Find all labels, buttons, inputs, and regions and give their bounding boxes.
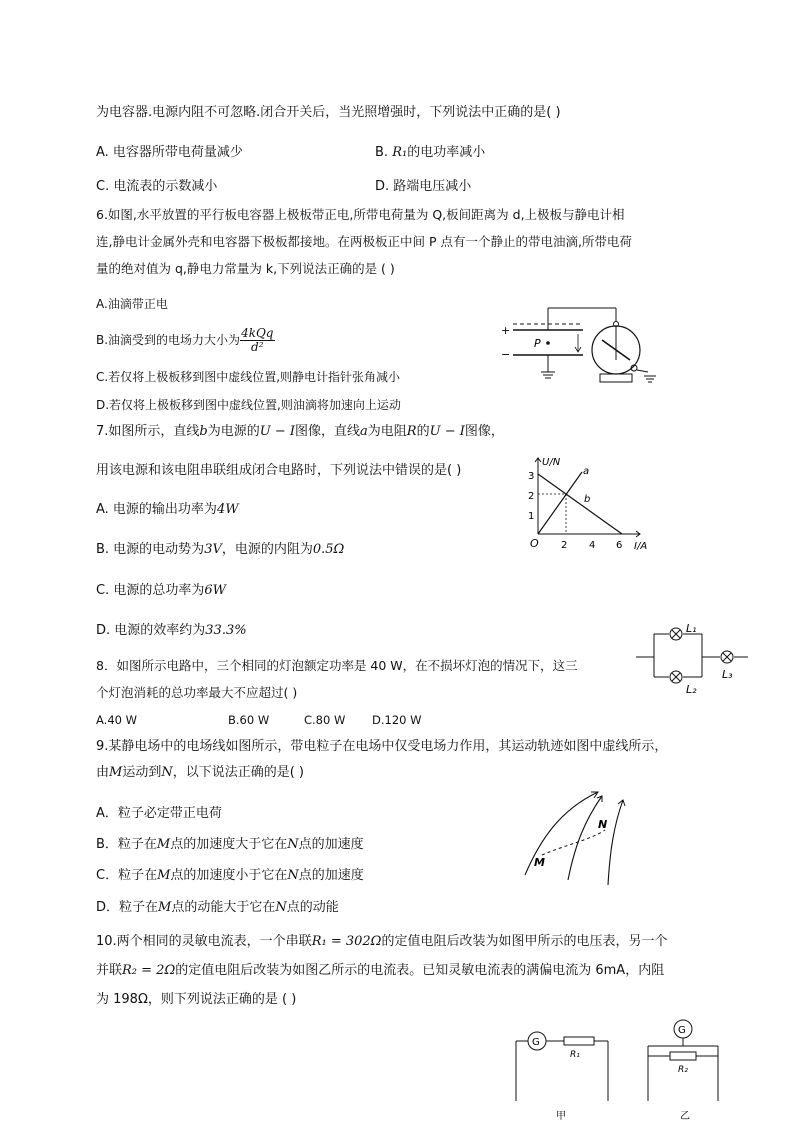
q7-graph-xtick: 2 — [561, 540, 568, 551]
q9-label-m: M — [534, 856, 545, 869]
q10-stem-line3: 为 198Ω，则下列说法正确的是 ( ) — [96, 992, 297, 1007]
q7-stem-line2: 用该电源和该电阻串联组成闭合电路时，下列说法中错误的是( ) — [96, 463, 462, 478]
q7-option-a — [96, 501, 239, 519]
q10-stem-line2 — [96, 962, 664, 980]
q8-stem-line1: 8．如图所示电路中，三个相同的灯泡额定功率是 40 W，在不损坏灯泡的情况下，这三 — [96, 658, 578, 673]
q8-option-b: B.60 W — [228, 713, 270, 727]
q10-text: 的定值电阻后改装为如图乙所示的电流表。已知灵敏电流表的满偏电流为 6mA，内阻 — [175, 963, 665, 978]
q9-var-m: M — [157, 868, 171, 883]
q7-option-b-text: B. 电源的电动势为 — [96, 542, 205, 557]
q9-text: C．粒子在 — [96, 868, 158, 883]
q9-field-lines-figure — [520, 790, 640, 890]
q6-stem-line2: 连,静电计金属外壳和电容器下极板都接地。在两极板正中间 P 点有一个静止的带电油滴,所带电荷 — [96, 234, 632, 249]
q6-stem-line1: 6.如图,水平放置的平行板电容器上极板带正电,所带电荷量为 Q,板间距离为 d,上极板与静电计相 — [96, 207, 625, 222]
q6-option-c: C.若仅将上极板移到图中虚线位置,则静电计指针张角减小 — [96, 370, 401, 384]
q10-g-label: G — [532, 1037, 540, 1048]
q10-g-label: G — [678, 1025, 686, 1036]
q10-r2-label: R₂ — [678, 1065, 688, 1075]
q10-stem-line1 — [96, 933, 667, 951]
q7-option-a-value: 4W — [216, 502, 239, 517]
q5-option-d: D. 路端电压减小 — [375, 179, 472, 194]
q7-ui-graph — [522, 452, 657, 552]
q7-text: 图像，直线 — [295, 424, 361, 439]
q6-stem-line3: 量的绝对值为 q,静电力常量为 k,下列说法正确的是 ( ) — [96, 261, 395, 276]
resistor-r2-icon — [670, 1052, 696, 1060]
resistor-r1-icon — [564, 1037, 594, 1045]
q10-jia-label: 甲 — [556, 1111, 566, 1122]
q7-line-b — [538, 474, 622, 534]
q9-var-m: M — [158, 900, 172, 915]
q7-graph-ytick: 1 — [528, 511, 535, 522]
q10-text: 的定值电阻后改装为如图甲所示的电压表，另一个 — [381, 934, 668, 949]
q10-text: 10.两个相同的灵敏电流表，一个串联 — [96, 934, 312, 949]
q5-option-b — [375, 144, 485, 162]
q9-text: 由 — [96, 765, 110, 780]
q8-lamp-circuit — [636, 620, 756, 700]
q9-option-c — [96, 867, 364, 885]
q6-option-a: A.油滴带正电 — [96, 297, 168, 311]
q7-graph-ytick: 2 — [528, 491, 535, 502]
q7-label-b: b — [584, 494, 591, 505]
q9-var-n: N — [275, 900, 287, 915]
q9-var-m: M — [156, 837, 171, 852]
q8-label-l3: L₃ — [722, 668, 733, 681]
q9-text: 点的加速度 — [298, 837, 364, 852]
q9-stem-line1: 9.某静电场中的电场线如图所示，带电粒子在电场中仅受电场力作用，其运动轨迹如图中虚线所示， — [96, 739, 668, 754]
q7-text: 图像， — [464, 424, 504, 439]
q9-text: ，以下说法正确的是( ) — [172, 765, 304, 780]
q10-text: 并联 — [96, 963, 123, 978]
q7-stem-line1 — [96, 423, 504, 441]
q10-r1-label: R₁ — [570, 1050, 580, 1060]
q8-label-l2: L₂ — [686, 683, 697, 696]
q7-var-ui: U − I — [429, 424, 465, 439]
q7-option-c-text: C. 电源的总功率为 — [96, 583, 205, 598]
q7-option-b — [96, 541, 344, 559]
q8-option-c: C.80 W — [304, 713, 346, 727]
q9-option-d — [96, 899, 339, 917]
q8-option-d: D.120 W — [372, 713, 422, 727]
q8-label-l1: L₁ — [686, 622, 697, 635]
q9-option-a: A．粒子必定带正电荷 — [96, 806, 222, 821]
q6-minus-sign: − — [501, 348, 511, 361]
q9-var-n: N — [161, 765, 173, 780]
q6-capacitor-electroscope-figure — [498, 300, 663, 390]
q9-option-b — [96, 836, 364, 854]
q7-graph-xtick: 4 — [589, 540, 596, 551]
q7-option-c-value: 6W — [204, 583, 226, 598]
q6-oil-drop — [546, 341, 550, 345]
q10-yi-label: 乙 — [680, 1111, 690, 1122]
q9-text: 点的加速度大于它在 — [170, 837, 288, 852]
q8-stem-line2: 个灯泡消耗的总功率最大不应超过( ) — [96, 685, 298, 700]
q7-line-a — [538, 472, 582, 534]
q7-graph-origin: O — [530, 537, 539, 550]
q7-text: 为电阻 — [367, 424, 407, 439]
q7-var-r: R — [406, 424, 417, 439]
q7-var-a: a — [360, 424, 368, 439]
q7-text: 为电源的 — [207, 424, 260, 439]
q5-option-b-text: 的电功率减小 — [407, 145, 486, 160]
q5-option-a: A. 电容器所带电荷量减少 — [96, 145, 243, 160]
question-intro-line: 为电容器.电源内阻不可忽略.闭合开关后，当光照增强时，下列说法中正确的是( ) — [96, 105, 561, 120]
q7-option-a-text: A. 电源的输出功率为 — [96, 502, 217, 517]
q9-label-n: N — [598, 818, 608, 831]
q7-text: 的 — [416, 424, 430, 439]
q10-r1-equation: R₁ = 302Ω — [311, 934, 382, 949]
q6-option-b — [96, 320, 275, 360]
q9-stem-line2 — [96, 764, 304, 782]
q6-fraction-denominator: d² — [251, 340, 264, 354]
q9-text: 点的加速度小于它在 — [170, 868, 288, 883]
q7-label-a: a — [583, 466, 590, 477]
q9-text: 点的加速度 — [298, 868, 364, 883]
q6-option-b-fraction — [240, 327, 274, 354]
q5-option-c: C. 电流表的示数减小 — [96, 179, 218, 194]
q6-point-p-label: P — [534, 337, 541, 350]
q9-var-n: N — [287, 837, 299, 852]
q5-option-b-var: R₁ — [392, 145, 408, 160]
q7-option-c — [96, 582, 226, 600]
q6-option-b-text: B.油滴受到的电场力大小为 — [96, 333, 241, 347]
q9-text: B．粒子在 — [96, 837, 157, 852]
q9-text: 点的动能 — [286, 900, 339, 915]
q9-text: 运动到 — [122, 765, 162, 780]
q7-option-d-value: 33.3% — [205, 623, 247, 638]
q6-plus-sign: + — [501, 324, 511, 337]
q9-text: 点的动能大于它在 — [171, 900, 276, 915]
q9-var-m: M — [109, 765, 123, 780]
q7-option-d — [96, 622, 247, 640]
q7-var-b: b — [199, 424, 208, 439]
q7-var-ui: U − I — [259, 424, 295, 439]
q5-option-b-prefix: B. — [375, 145, 389, 160]
q7-option-d-text: D. 电源的效率约为 — [96, 623, 206, 638]
q7-text: 7.如图所示，直线 — [96, 424, 200, 439]
q10-meter-circuits — [510, 1016, 730, 1123]
q6-fraction-numerator: 4kQq — [241, 326, 274, 340]
q7-graph-ylabel: U/N — [542, 457, 561, 468]
q7-option-b-mid: ，电源的内阻为 — [221, 542, 313, 557]
q10-r2-equation: R₂ = 2Ω — [122, 963, 176, 978]
q7-graph-ytick: 3 — [528, 471, 535, 482]
q7-graph-xtick: 6 — [616, 540, 623, 551]
q8-option-a: A.40 W — [96, 713, 137, 727]
q9-text: D．粒子在 — [96, 900, 159, 915]
q7-graph-xlabel: I/A — [634, 541, 648, 552]
q7-option-b-value2: 0.5Ω — [312, 542, 345, 557]
q9-var-n: N — [287, 868, 299, 883]
q6-option-d: D.若仅将上极板移到图中虚线位置,则油滴将加速向上运动 — [96, 398, 401, 412]
q7-option-b-value1: 3V — [204, 542, 222, 557]
